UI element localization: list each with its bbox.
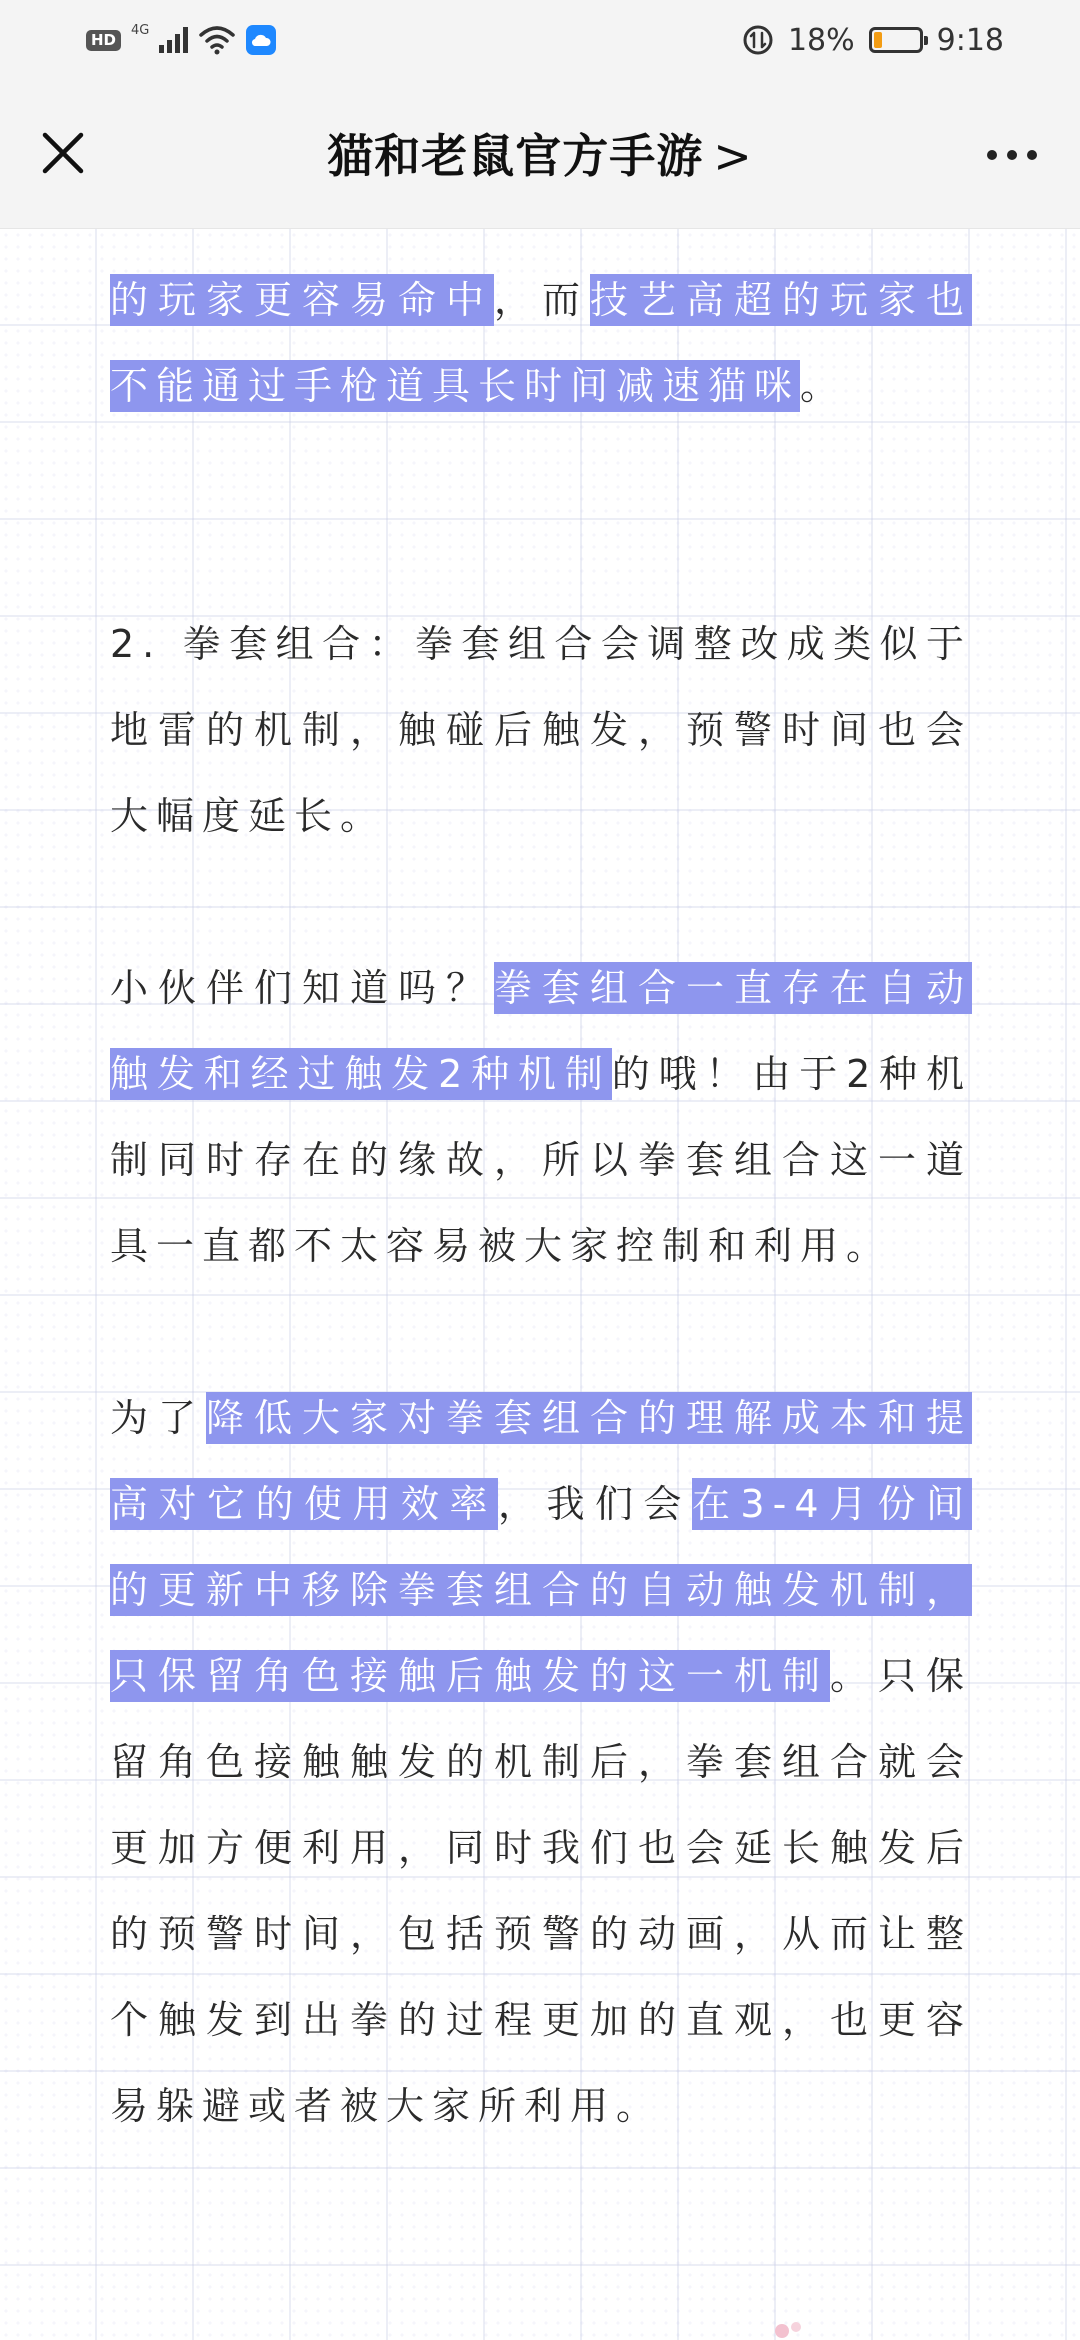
highlight-text: 的玩家更容易命中 — [110, 274, 494, 326]
status-right — [742, 18, 1004, 62]
highlight-text: 在3-4月份间的更新中移除拳套组合的自动触发机制，只保留角色接触后触发的这一机制 — [110, 1478, 972, 1702]
highlight-text: 降低大家对拳套组合的理解成本和提高对它的使用效率 — [110, 1392, 972, 1530]
more-dot — [1027, 150, 1037, 160]
body-text: 小伙伴们知道吗？ — [110, 966, 494, 1010]
wifi-icon — [198, 25, 236, 55]
paragraph-pistol — [110, 257, 972, 429]
signal-icon — [159, 27, 188, 53]
decoration-icon — [770, 2309, 810, 2339]
body-text: 的哦！由于2种机制同时存在的缘故，所以拳套组合这一道具一直都不太容易被大家控制和利用。 — [110, 1052, 972, 1268]
data-saver-icon — [742, 24, 774, 56]
chevron-right-icon: > — [713, 129, 753, 183]
battery-level — [874, 32, 882, 48]
network-type: 4G — [131, 22, 150, 38]
status-left — [86, 22, 276, 58]
body-text: 。只保留角色接触触发的机制后，拳套组合就会更加方便利用，同时我们也会延长触发后的预警时间，包括预警的动画，从而让整个触发到出拳的过程更加的直观，也更容易躲避或者被大家所利用。 — [110, 1654, 972, 2128]
highlight-text: 拳套组合一直存在自动触发和经过触发2种机制 — [110, 962, 972, 1100]
cloud-icon — [246, 25, 276, 55]
paragraph-mechanism — [110, 945, 972, 1289]
article-body[interactable] — [0, 229, 1080, 2340]
highlight-text: 技艺高超的玩家也不能通过手枪道具长时间减速猫咪 — [110, 274, 972, 412]
body-text: ，我们会 — [497, 1482, 692, 1526]
status-bar — [0, 0, 1080, 80]
paragraph-update — [110, 1375, 972, 2149]
battery-percent: 18% — [787, 22, 855, 58]
paragraph-boxing-glove: 2. 拳套组合：拳套组合会调整改成类似于地雷的机制，触碰后触发，预警时间也会大幅度延长。 — [110, 622, 972, 838]
page-title: 猫和老鼠官方手游 — [327, 129, 704, 183]
spacer — [110, 429, 972, 601]
clock: 9:18 — [936, 22, 1004, 58]
article-content — [110, 257, 972, 2149]
body-text: 为了 — [110, 1396, 206, 1440]
spacer — [110, 859, 972, 945]
hd-badge: HD — [86, 30, 121, 51]
more-dot — [1007, 150, 1017, 160]
spacer — [110, 1289, 972, 1375]
more-dot — [987, 150, 997, 160]
account-title-link[interactable] — [0, 120, 1080, 186]
body-text: 。 — [800, 364, 847, 408]
more-button[interactable] — [972, 120, 1052, 190]
nav-header — [0, 80, 1080, 229]
body-text: ，而 — [493, 278, 590, 322]
battery-icon — [869, 27, 923, 53]
